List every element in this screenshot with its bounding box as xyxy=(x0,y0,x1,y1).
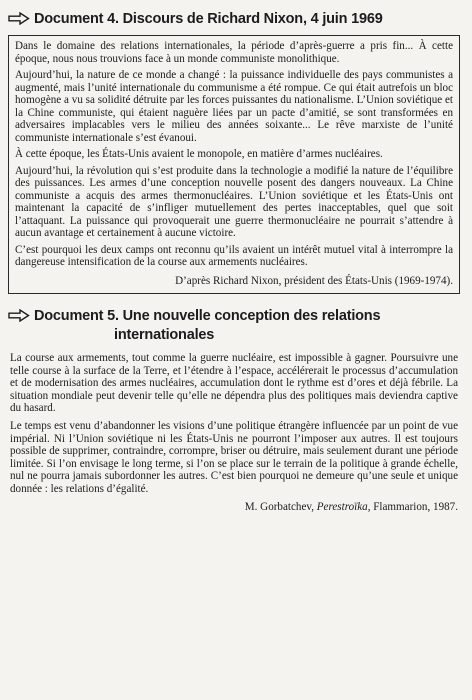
doc5-body xyxy=(8,352,462,513)
doc4-paragraph-5: C’est pourquoi les deux camps ont reconnu qu’ils avaient un intérêt mutuel vital à interrompre la dangereuse intensification de la course aux armements nucléaires. xyxy=(15,243,453,268)
doc4-paragraph-3: À cette époque, les États-Unis avaient le monopole, en matière d’armes nucléaires. xyxy=(15,148,383,160)
doc4-title: Document 4. Discours de Richard Nixon, 4 juin 1969 xyxy=(34,11,383,27)
doc4-paragraph-4: Aujourd’hui, la révolution qui s’est produite dans la technologie a modifié la nature de l’équilibre des puissances. Les armes d’une conception nouvelle posent des dangers nouveaux. La Chine communiste a acquis des armes thermonucléaires. L’Union soviétique et les États-Unis ont maintenant la capacité de s’infliger mutuellement des pertes inacceptables, quel que soit l’attaquant. La puissance qui provoquerait une guerre thermonucléaire ne pourrait s’attendre à aucun avantage et certainement à aucune victoire. xyxy=(15,164,453,239)
doc4-source: D’après Richard Nixon, président des États-Unis (1969-1974). xyxy=(175,274,453,287)
doc4-box xyxy=(8,35,460,294)
doc5-source-publisher: , Flammarion, 1987. xyxy=(367,500,458,513)
doc5-paragraph-1: La course aux armements, tout comme la guerre nucléaire, est impossible à gagner. Poursuivre une telle course à la surface de la Terre, et l’étendre à l’espace, accélérerait le processus d’accumulation et de modernisation des armes nucléaires, accumulation dont le rythme est d’ores et déjà fébrile. La situation mondiale peut devenir telle qu’elle ne dépendra plus des politiques mais deviendra captive du hasard. xyxy=(10,352,458,415)
doc5-title-line-1: Document 5. Une nouvelle conception des relations xyxy=(34,308,381,324)
doc5-heading xyxy=(8,307,462,345)
right-arrow-icon xyxy=(8,309,30,322)
right-arrow-icon xyxy=(8,12,30,25)
doc5-paragraph-2: Le temps est venu d’abandonner les visions d’une politique étrangère influencée par un point de vue impérial. Ni l’Union soviétique ni les États-Unis ne pourront l’imposer aux autres. Il est toujours possible de supprimer, contraindre, corrompre, briser ou détruire, mais seulement durant une période limitée. Si l’on envisage le long terme, si l’on se place sur le terrain de la politique à grande échelle, nul ne pourra jamais subordonner les autres. C’est bien pourquoi ne demeure qu’une seule et unique donnée : les relations d’égalité. xyxy=(10,419,458,495)
doc5-source xyxy=(10,501,458,514)
doc5-title-line-2: internationales xyxy=(114,327,215,343)
doc4-paragraph-1: Dans le domaine des relations internationales, la période d’après-guerre a pris fin... À cette époque, nous nous trouvions face à un monde communiste monolithique. xyxy=(15,40,453,65)
doc5-source-work: Perestroïka xyxy=(316,500,368,513)
doc5-source-author: M. Gorbatchev, xyxy=(244,500,314,513)
doc4-paragraph-2: Aujourd’hui, la nature de ce monde a changé : la puissance individuelle des pays communistes a augmenté, mais l’unité internationale du communisme a été rompue. Ce qui était autrefois un bloc homogène a vu sa solidité détruite par les forces puissantes du nationalisme. L’Union soviétique et la Chine communiste, qui étaient naguère liées par un pacte d’amitié, se sont transformées en adversaires implacables vers le milieu des années soixante... Le rêve marxiste de l’unité communiste internationale s’est évanoui. xyxy=(15,69,453,144)
doc4-heading xyxy=(8,10,462,29)
